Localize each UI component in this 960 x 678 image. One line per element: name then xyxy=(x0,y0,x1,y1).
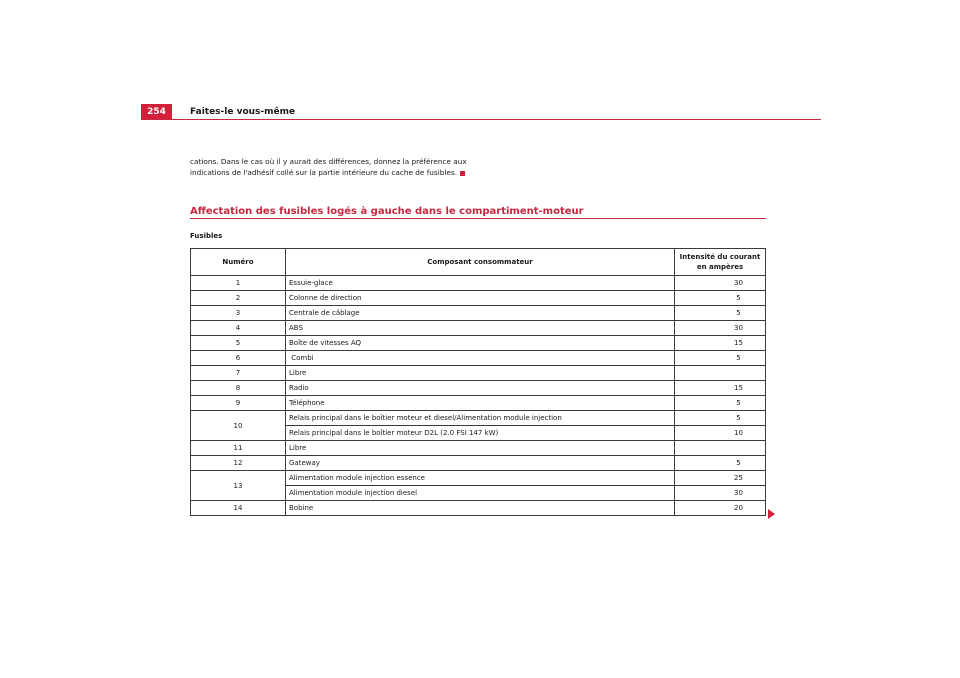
cell-number: 6 xyxy=(191,351,286,366)
cell-amps: 20 xyxy=(675,501,766,516)
cell-amps: 25 xyxy=(675,471,766,486)
cell-component: Boîte de vitesses AQ xyxy=(286,336,675,351)
cell-component: Libre xyxy=(286,366,675,381)
table-row xyxy=(191,336,766,351)
cell-component: Libre xyxy=(286,441,675,456)
cell-number: 3 xyxy=(191,306,286,321)
cell-component: Essuie-glace xyxy=(286,276,675,291)
header-divider xyxy=(141,119,821,120)
intro-paragraph xyxy=(190,156,490,178)
cell-amps xyxy=(675,366,766,381)
cell-number: 2 xyxy=(191,291,286,306)
intro-line-2-wrap xyxy=(190,167,490,178)
section-subtitle: Fusibles xyxy=(190,232,223,240)
table-row xyxy=(191,456,766,471)
cell-amps: 15 xyxy=(675,381,766,396)
table-row xyxy=(191,396,766,411)
cell-amps: 5 xyxy=(675,396,766,411)
fuse-table xyxy=(190,248,766,516)
cell-number: 7 xyxy=(191,366,286,381)
table-row xyxy=(191,411,766,426)
cell-number: 11 xyxy=(191,441,286,456)
cell-amps xyxy=(675,441,766,456)
cell-number: 8 xyxy=(191,381,286,396)
cell-amps: 30 xyxy=(675,276,766,291)
cell-component: Relais principal dans le boîtier moteur et diesel/Alimentation module injection xyxy=(286,411,675,426)
page-number: 254 xyxy=(141,104,172,120)
table-row xyxy=(191,381,766,396)
chapter-title: Faites-le vous-même xyxy=(190,107,296,117)
cell-component: Bobine xyxy=(286,501,675,516)
cell-number: 10 xyxy=(191,411,286,441)
table-row xyxy=(191,351,766,366)
cell-component: Alimentation module injection essence xyxy=(286,471,675,486)
table-row xyxy=(191,441,766,456)
header-amps: Intensité du courant en ampères xyxy=(675,249,766,276)
cell-number: 13 xyxy=(191,471,286,501)
cell-component: Relais principal dans le boîtier moteur D2L (2.0 FSI 147 kW) xyxy=(286,426,675,441)
table-row xyxy=(191,501,766,516)
cell-amps: 10 xyxy=(675,426,766,441)
cell-component xyxy=(286,351,675,366)
table-row xyxy=(191,306,766,321)
cell-amps: 5 xyxy=(675,291,766,306)
table-row xyxy=(191,366,766,381)
header-component: Composant consommateur xyxy=(286,249,675,276)
cell-number: 9 xyxy=(191,396,286,411)
cell-component: Alimentation module injection diesel xyxy=(286,486,675,501)
cell-number: 4 xyxy=(191,321,286,336)
cell-number: 1 xyxy=(191,276,286,291)
section-title: Affectation des fusibles logés à gauche dans le compartiment-moteur xyxy=(190,206,584,217)
cell-amps: 5 xyxy=(675,306,766,321)
component-text: Combi xyxy=(291,354,314,362)
cell-component: ABS xyxy=(286,321,675,336)
cell-amps: 5 xyxy=(675,411,766,426)
cell-component: Radio xyxy=(286,381,675,396)
intro-line-1: cations. Dans le cas où il y aurait des différences, donnez la préférence aux xyxy=(190,157,467,166)
arrow-right-icon xyxy=(768,509,775,519)
table-row xyxy=(191,321,766,336)
cell-component: Gateway xyxy=(286,456,675,471)
cell-amps: 30 xyxy=(675,486,766,501)
table-header-row xyxy=(191,249,766,276)
cell-number: 5 xyxy=(191,336,286,351)
table-row xyxy=(191,471,766,486)
cell-amps: 15 xyxy=(675,336,766,351)
cell-number: 14 xyxy=(191,501,286,516)
table-row xyxy=(191,291,766,306)
cell-number: 12 xyxy=(191,456,286,471)
table-row xyxy=(191,276,766,291)
intro-line-2: indications de l'adhésif collé sur la partie intérieure du cache de fusibles. xyxy=(190,168,458,177)
cell-component: Téléphone xyxy=(286,396,675,411)
square-end-icon xyxy=(460,171,465,176)
cell-component: Colonne de direction xyxy=(286,291,675,306)
cell-amps: 5 xyxy=(675,351,766,366)
cell-component: Centrale de câblage xyxy=(286,306,675,321)
header-number: Numéro xyxy=(191,249,286,276)
cell-amps: 30 xyxy=(675,321,766,336)
section-divider xyxy=(190,218,766,219)
cell-amps: 5 xyxy=(675,456,766,471)
